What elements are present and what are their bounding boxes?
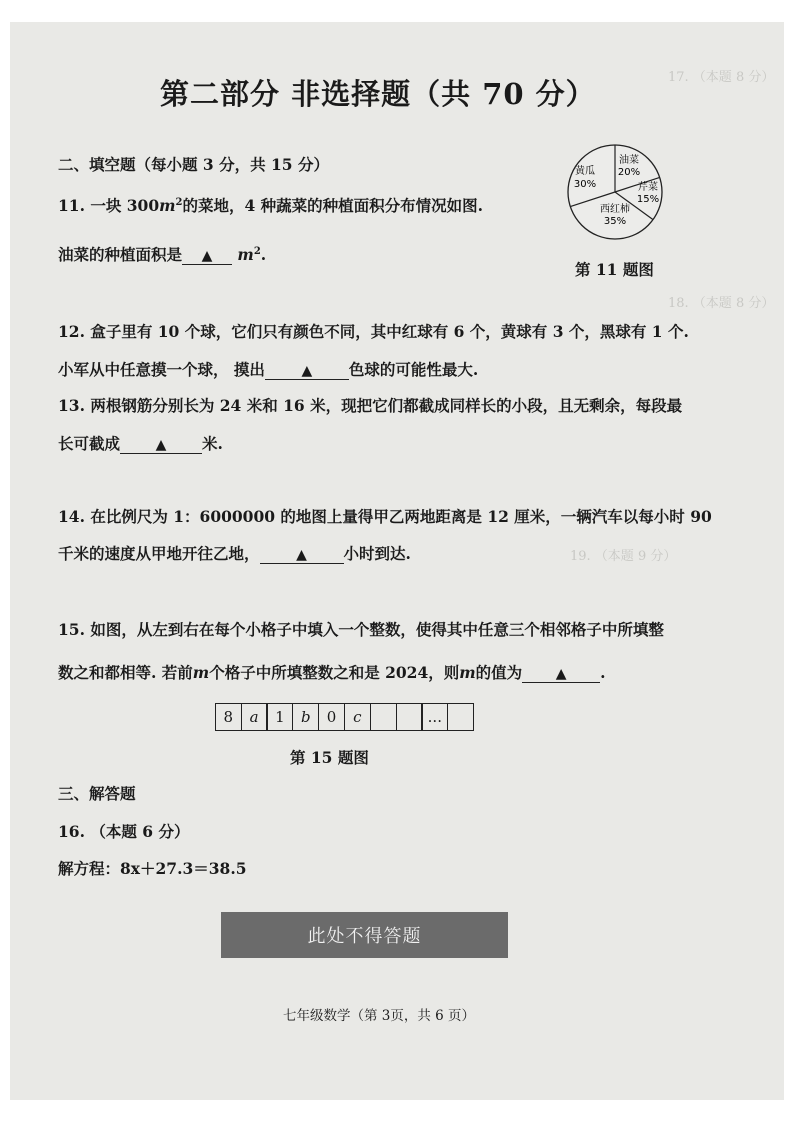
q15-text: 个格子中所填整数之和是 2024，则 — [209, 663, 460, 682]
answer-blank[interactable] — [182, 246, 232, 265]
answer-blank[interactable] — [120, 435, 202, 454]
pie-value-youcai: 20% — [617, 167, 641, 178]
q11-text: 的菜地，4 种蔬菜的种植面积分布情况如图. — [182, 196, 484, 215]
grid-cell — [447, 703, 474, 731]
q16-equation: 解方程：8x＋27.3＝38.5 — [58, 859, 247, 878]
grid-cell: ... — [421, 703, 448, 731]
pie-value-qincai: 15% — [636, 194, 660, 205]
grid-cell: c — [344, 703, 371, 731]
grid-cell — [370, 703, 397, 731]
number-grid — [216, 703, 474, 731]
q14-text: 千米的速度从甲地开往乙地， — [58, 544, 260, 563]
section-heading: 二、填空题（每小题 3 分，共 15 分） — [58, 155, 329, 174]
page-title: 第二部分 非选择题（共 70 分） — [160, 77, 596, 111]
q11-line1: 11. 一块 $300m^2$的菜地，4 种蔬菜的种植面积分布情况如图. — [58, 196, 484, 215]
answer-blank[interactable] — [265, 361, 349, 380]
figure-caption: 第 15 题图 — [290, 748, 369, 767]
triangle-icon: ▲ — [555, 666, 567, 682]
unit-m: m — [237, 245, 254, 264]
q12-line2 — [58, 358, 478, 380]
pie-value-xihongshi: 35% — [603, 216, 627, 227]
q15-line1: 15. 如图，从左到右在每个小格子中填入一个整数，使得其中任意三个相邻格子中所填整 — [58, 620, 664, 639]
triangle-icon: ▲ — [301, 363, 313, 379]
q15-text: 数之和都相等. 若前 — [58, 663, 193, 682]
q13-line2 — [58, 432, 223, 454]
pie-chart — [555, 142, 675, 246]
q14-line1: 14. 在比例尺为 1：6000000 的地图上量得甲乙两地距离是 12 厘米，一辆汽车以每小时 90 — [58, 507, 712, 526]
grid-cell: 1 — [266, 703, 293, 731]
figure-caption: 第 11 题图 — [575, 260, 654, 279]
q12-text: 小军从中任意摸一个球， 摸出 — [58, 360, 265, 379]
var-m: m — [192, 663, 210, 682]
grid-cell — [396, 703, 423, 731]
answer-blank[interactable] — [522, 664, 600, 683]
q11-line2: 油菜的种植面积是 ▲ $m^2$. — [58, 245, 267, 264]
pie-label-xihongshi: 西红柿 — [600, 204, 630, 215]
q12-line1: 12. 盒子里有 10 个球，它们只有颜色不同，其中红球有 6 个，黄球有 3 个，黑球有 1 个. — [58, 322, 689, 341]
triangle-icon: ▲ — [296, 547, 307, 563]
pie-value-huanggua: 30% — [573, 179, 597, 190]
page-footer: 七年级数学（第 3页，共 6 页） — [283, 1008, 476, 1024]
q13-text: 米. — [202, 434, 223, 453]
pie-label-huanggua: 黄瓜 — [575, 166, 595, 177]
bleed-text: 19. （本题 9 分） — [570, 549, 677, 564]
triangle-icon: ▲ — [155, 437, 167, 453]
triangle-icon: ▲ — [201, 248, 213, 264]
pie-label-qincai: 芹菜 — [638, 182, 658, 193]
bleed-text: 17. （本题 8 分） — [668, 70, 775, 85]
q15-line2: 数之和都相等. 若前m个格子中所填整数之和是 2024，则m的值为 ▲ . — [58, 663, 606, 682]
grid-cell: 8 — [215, 703, 242, 731]
grid-cell: 0 — [318, 703, 345, 731]
section-heading: 三、解答题 — [58, 784, 136, 803]
bleed-text: 18. （本题 8 分） — [668, 296, 775, 311]
no-answer-stamp: 此处不得答题 — [221, 912, 508, 958]
grid-cell: b — [292, 703, 319, 731]
q14-line2 — [58, 542, 411, 564]
grid-cell: a — [241, 703, 268, 731]
q11-text: 11. 一块 300 — [58, 196, 160, 215]
q14-text: 小时到达. — [343, 544, 411, 563]
q11-text: 油菜的种植面积是 — [58, 245, 183, 264]
q13-text: 长可截成 — [58, 434, 121, 453]
q16-label: 16. （本题 6 分） — [58, 822, 190, 841]
q13-line1: 13. 两根钢筋分别长为 24 米和 16 米，现把它们都截成同样长的小段，且无剩余，每段最 — [58, 396, 683, 415]
pie-label-youcai: 油菜 — [619, 155, 639, 166]
q12-text: 色球的可能性最大. — [348, 360, 479, 379]
unit-m: m — [159, 196, 176, 215]
var-m: m — [459, 663, 476, 682]
answer-blank[interactable] — [260, 545, 344, 564]
q15-text: 的值为 — [475, 663, 523, 682]
